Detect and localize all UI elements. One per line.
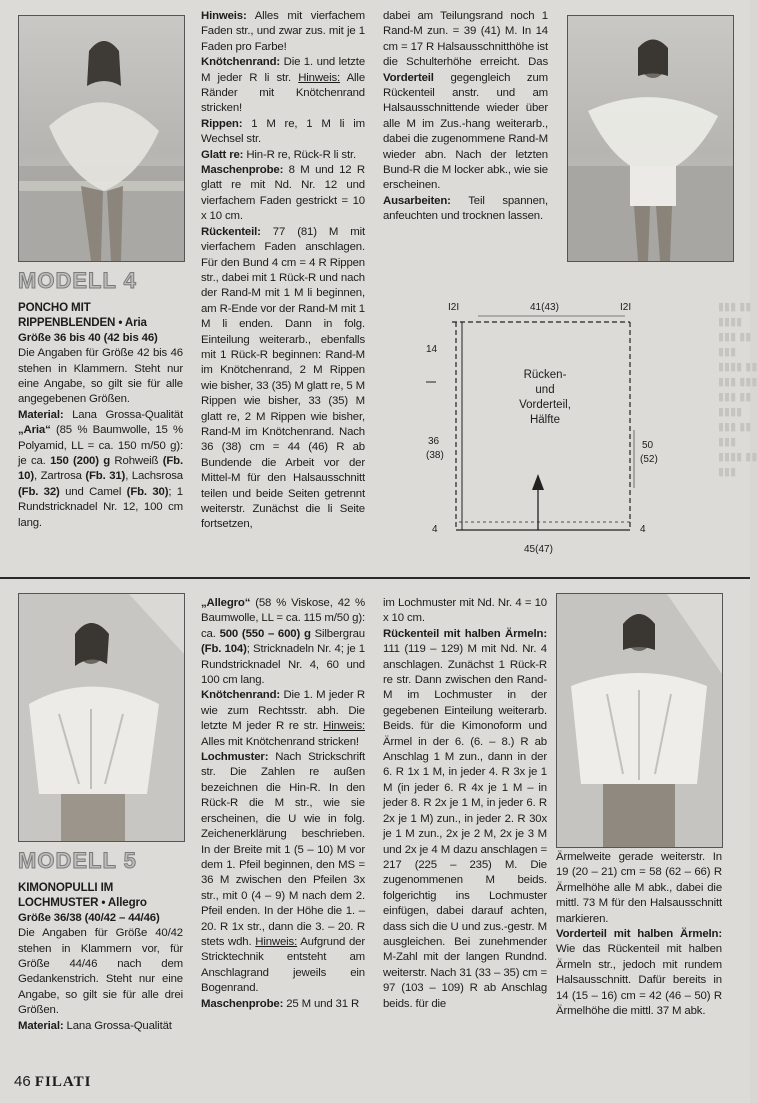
rueckenteil5-para: Rückenteil mit halben Ärmeln: 111 (119 – 129) M mit Nd. Nr. 4 anschlagen. Zunächst 1 Rück-R re str. Dann zwischen den Rand-M im Lochmuster in der gegebenen Einteilung weiterarb. Beids. für die Kimonoform und Ärmel in der 6. (6. – 8.) R ab Anschlag 1 M zun., dann in der 6. R 1x 1 M, in jeder 4. R 3x je 1 M (in jeder 6. R 4x je 1 M – in jeder 8. R 2x je 1 M, in jeder 6. R 2x je 1 M) zun., in jeder 2. R 30x je 1 M zun., 2x je 2 M, 2x je 3 M und 2x je 4 M dazu anschlagen = 217 (225 – 235) M. Die zugenommenen M beids. folgerichtig ins Lochmuster einfügen, dabei darauf achten, dass sich die U und zus.-gestr. M ausgleichen. Bei zunehmender M-Zahl mit der langen Rundnd. weiterstr. Nach 31 (33 – 35) cm = 97 (103 – 109) R ab Anschlag beids. für die — [383, 627, 547, 1010]
vorderteil-para: dabei am Teilungsrand noch 1 Rand-M zun. = 39 (41) M. In 14 cm = 17 R Halsausschnitthöhe ist die Schulterhöhe erreicht. Das Vorderteil gegengleich zum Rückenteil anstr. und am Halsausschnittende wieder über alle M im Zus.-hang weiterarb., dabei die zugenommene Rand-M wieder abn. Nach der letzten Bund-R die M locker abk., wie sie erscheinen. — [383, 10, 548, 192]
knoetchenrand5-para: Knötchenrand: Die 1. M jeder R wie zum Rechtsstr. abh. Die letzte M jeder R re str. Hinweis: Alles mit Knötchenrand stricken! — [201, 689, 365, 748]
maschenprobe-para: Maschenprobe: 8 M und 12 R glatt re mit Nd. Nr. 12 und vierfachem Faden gestrickt = 10 x 10 cm. — [201, 164, 365, 223]
bleed-through-text: ▮▮▮ ▮▮ ▮▮▮▮ ▮▮▮ ▮▮ ▮▮▮ ▮▮▮▮ ▮▮ ▮▮▮ ▮▮▮ ▮▮▮ ▮▮ ▮▮▮▮ ▮▮▮ ▮▮ ▮▮▮ ▮▮▮▮ ▮▮ ▮▮▮ — [718, 301, 758, 478]
magazine-name: FILATI — [34, 1074, 92, 1090]
allegro-para: „Allegro“ (58 % Viskose, 42 % Baumwolle, LL = ca. 115 m/50 g): ca. 500 (550 – 600) g Silbergrau (Fb. 104); Stricknadeln Nr. 4; je 1 Rundstricknadel Nr. 4, 60 und 100 cm lang. — [201, 597, 365, 687]
woman-poncho-beach-image — [19, 16, 184, 261]
dim-14: 14 — [426, 344, 438, 355]
section-divider — [0, 577, 750, 579]
dim-top-right: I2I — [620, 302, 632, 313]
model4-intro: Die Angaben für Größe 42 bis 46 stehen in Klammern. Steht nur eine Angabe, so gilt sie für alle angegebenen Größen. — [18, 347, 183, 406]
maschenprobe5-para: Maschenprobe: 25 M und 31 R — [201, 997, 360, 1010]
glatt-para: Glatt re: Hin-R re, Rück-R li str. — [201, 148, 357, 161]
model5-heading: MODELL 5 — [18, 848, 137, 873]
dim-top-mid: 41(43) — [530, 302, 559, 313]
model5-material: Material: Lana Grossa-Qualität — [18, 1019, 172, 1032]
page-footer — [14, 1073, 91, 1091]
model4-size: Größe 36 bis 40 (42 bis 46) — [18, 331, 158, 344]
maschenprobe5-cont: im Lochmuster mit Nd. Nr. 4 = 10 x 10 cm. — [383, 597, 547, 625]
model4-column2 — [201, 9, 365, 533]
rueckenteil-para: Rückenteil: 77 (81) M mit vierfachem Faden anschlagen. Für den Bund 4 cm = 4 R Rippen str., dabei mit 1 Rück-R und nach der Rand-M mit 1 M li beginnen, am R-Ende vor der Rand-M mit 1 M li enden. Dann in folg. Einteilung weiterarb., ebenfalls mit 1 Rück-R beginnen: Rand-M im Knötchenrand, 2 M Rippen wie bisher, 33 (35) M glatt re, 5 M Rippen wie bisher, 33 (35) M glatt re, 2 M Rippen wie bisher, Rand-M im Knötchenrand. Nach 36 (38) cm = 44 (46) R ab Bundende die Arbeit vor der Mittel-M für den Halsausschnitt teilen und beide Seiten getrennt weiterstr. Zunächst die li Seite fortsetzen, — [201, 225, 365, 531]
dim-36: 36 — [428, 436, 440, 447]
vorderteil5-para: Vorderteil mit halben Ärmeln: Wie das Rückenteil mit halben Ärmeln str., jedoch mit rundem Halsausschnitt. Dafür bereits in 14 (15 – 16) cm = 42 (46 – 50) R Ärmelhöhe die mittl. 37 M abk. — [556, 928, 722, 1018]
model4-material: Material: Lana Grossa-Qualität „Aria“ (85 % Baumwolle, 15 % Polyamid, LL = ca. 150 m/50 g): je ca. 150 (200) g Rohweiß (Fb. 10), Zartrosa (Fb. 31), Lachsrosa (Fb. 32) und Camel (Fb. 30); 1 Rundstricknadel Nr. 12, 100 cm lang. — [18, 408, 183, 529]
schematic-diagram — [420, 298, 658, 560]
lochmuster-para: Lochmuster: Nach Strickschrift str. Die Zahlen re außen bezeichnen die Hin-R. In den Rück-R die M str., wie sie erscheinen, die U wie in folg. Zeichenerklärung beschrieben. In der Breite mit 1 (5 – 10) M vor dem 1. Pfeil beginnen, den MS = 36 M zwischen den Pfeilen 3x str., mit 0 (4 – 9) M nach dem 2. Pfeil enden. In der Höhe die 1. – 20. R 1x str., dann die 3. – 20. R stets wdh. Hinweis: Aufgrund der Stricktechnik entsteht am Anschlagrand jeweils ein Bogenrand. — [201, 751, 365, 995]
model5-column3 — [383, 596, 547, 1012]
woman-poncho-shorts-image — [568, 16, 733, 261]
model4-photo-left — [18, 15, 185, 262]
model5-column2 — [201, 596, 365, 1012]
model4-column3 — [383, 9, 548, 225]
dim-50: 50 — [642, 440, 654, 451]
hinweis-para: Hinweis: Alles mit vierfachem Faden str., und zwar zus. mit je 1 Faden pro Farbe! — [201, 10, 365, 53]
model5-photo-left — [18, 593, 185, 842]
model5-column1 — [18, 880, 183, 1034]
dim-4-right: 4 — [640, 524, 646, 535]
ausarbeiten-para: Ausarbeiten: Teil spannen, anfeuchten und trocknen lassen. — [383, 194, 548, 223]
woman-kimono-sweater-image-2 — [557, 594, 722, 847]
diagram-label: Rücken- und Vorderteil, Hälfte — [519, 369, 571, 426]
dim-38: (38) — [426, 450, 444, 461]
aermelweite-para: Ärmelweite gerade weiterstr. In 19 (20 – 21) cm = 58 (62 – 66) R Ärmelhöhe alle M abk., dabei die mittl. 73 M für den Halsausschnitt markieren. — [556, 851, 722, 925]
model5-size: Größe 36/38 (40/42 – 44/46) — [18, 911, 160, 924]
dim-4-left: 4 — [432, 524, 438, 535]
dim-top-left: I2I — [448, 302, 460, 313]
dim-bottom: 45(47) — [524, 544, 553, 555]
model5-photo-right — [556, 593, 723, 848]
model4-photo-right — [567, 15, 734, 262]
model5-column4 — [556, 850, 722, 1019]
rippen-para: Rippen: 1 M re, 1 M li im Wechsel str. — [201, 117, 365, 146]
schematic-lines — [420, 298, 640, 560]
model4-column1 — [18, 300, 183, 531]
model5-intro: Die Angaben für Größe 40/42 stehen in Klammern vor, für Größe 44/46 nach dem Gedankenstrich. Steht nur eine Angabe, so gilt sie für alle drei Größen. — [18, 927, 183, 1017]
model4-title: PONCHO MIT RIPPENBLENDEN • Aria — [18, 301, 147, 330]
knoetchenrand-para: Knötchenrand: Die 1. und letzte M jeder R li str. Hinweis: Alle Ränder mit Knötchenrand stricken! — [201, 56, 366, 115]
model4-heading: MODELL 4 — [18, 268, 137, 293]
model5-title: KIMONOPULLI IM LOCHMUSTER • Allegro — [18, 881, 147, 910]
dim-52: (52) — [640, 454, 658, 465]
woman-kimono-sweater-image — [19, 594, 184, 841]
page-number: 46 — [14, 1073, 31, 1090]
